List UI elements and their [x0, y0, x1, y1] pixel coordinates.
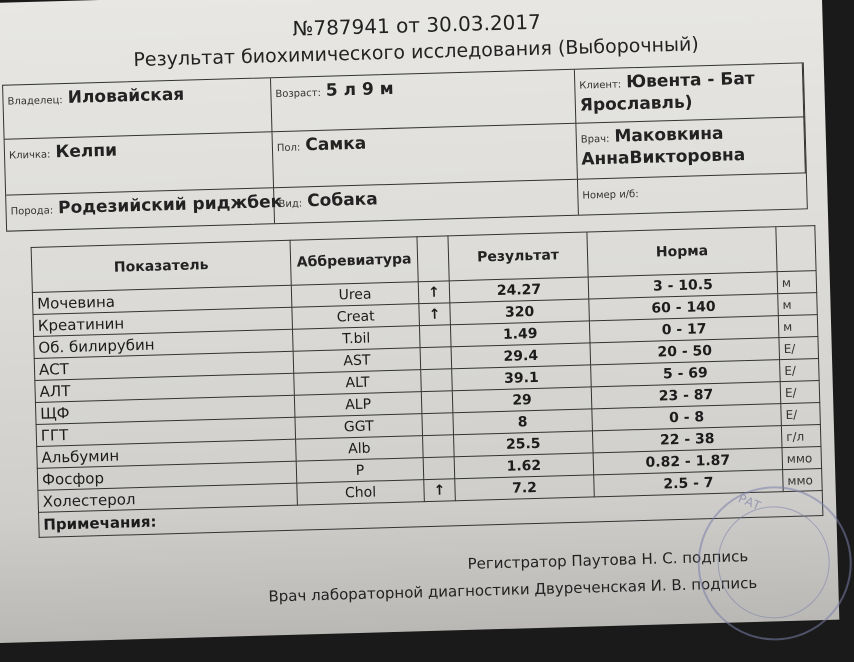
- breed-label: Порода:: [10, 205, 54, 218]
- cell-name: Холестерол: [38, 483, 298, 512]
- cell-unit: ммо: [783, 469, 823, 492]
- cell-name: АЛТ: [35, 373, 295, 402]
- client-cell: [575, 63, 804, 123]
- client-value-line2: Ярославль): [579, 92, 693, 116]
- species-value: Собака: [306, 189, 378, 212]
- cell-name: АСТ: [34, 351, 294, 380]
- cell-flag: [423, 457, 455, 480]
- results-table: [31, 225, 824, 538]
- cell-flag: [421, 369, 453, 392]
- cell-abbreviation: Chol: [297, 480, 425, 506]
- cell-norm: 22 - 38: [592, 426, 782, 453]
- case-number-cell: [578, 173, 807, 214]
- cell-abbreviation: AST: [293, 348, 421, 374]
- cell-result: 25.5: [454, 431, 594, 457]
- client-label: Клиент:: [579, 79, 622, 92]
- cell-unit: м: [777, 271, 817, 294]
- cell-abbreviation: P: [296, 458, 424, 484]
- cell-result: 24.27: [449, 277, 589, 303]
- cell-name: ЩФ: [35, 395, 295, 424]
- cell-unit: Е/: [780, 381, 820, 404]
- age-value: 5 л 9 м: [325, 78, 394, 101]
- owner-cell: [3, 78, 272, 139]
- document-number: №787941 от 30.03.2017: [292, 9, 542, 41]
- species-label: Вид:: [278, 198, 303, 211]
- results-body: [32, 271, 822, 513]
- header-flag: [417, 236, 449, 282]
- header-unit: [776, 226, 816, 272]
- cell-flag: ↑: [424, 479, 456, 502]
- cell-unit: Е/: [780, 359, 820, 382]
- doctor-signature: Врач лабораторной диагностики Двуреченская И. В. подпись: [268, 573, 758, 606]
- cell-norm: 0 - 17: [589, 316, 779, 343]
- notes-label: Примечания:: [39, 491, 823, 538]
- owner-label: Владелец:: [7, 95, 63, 108]
- doctor-value-line2: АннаВикторовна: [581, 145, 746, 170]
- cell-norm: 3 - 10.5: [588, 272, 778, 299]
- cell-abbreviation: T.bil: [293, 326, 421, 352]
- cell-unit: м: [778, 293, 818, 316]
- cell-result: 1.62: [454, 453, 594, 479]
- header-result: Результат: [448, 232, 588, 281]
- header-indicator: Показатель: [31, 240, 291, 292]
- header-abbreviation: Аббревиатура: [290, 237, 418, 286]
- cell-result: 29.4: [451, 343, 591, 369]
- nickname-cell: [5, 132, 274, 195]
- cell-abbreviation: Urea: [291, 282, 419, 308]
- stamp-inner-ring: [716, 505, 831, 620]
- nickname-label: Кличка:: [8, 149, 51, 162]
- nickname-value: Келпи: [55, 140, 118, 163]
- stamp: [696, 484, 854, 642]
- cell-abbreviation: GGT: [295, 414, 423, 440]
- cell-result: 320: [450, 299, 590, 325]
- cell-unit: г/л: [781, 425, 821, 448]
- cell-result: 7.2: [455, 475, 595, 501]
- cell-abbreviation: Alb: [296, 436, 424, 462]
- cell-result: 39.1: [452, 365, 592, 391]
- case-number-label: Номер и/б:: [582, 189, 639, 202]
- cell-result: 29: [452, 387, 592, 413]
- cell-result: 8: [453, 409, 593, 435]
- client-value-line1: Ювента - Бат: [625, 68, 755, 93]
- sex-label: Пол:: [276, 142, 301, 155]
- cell-flag: [423, 435, 455, 458]
- cell-name: Фосфор: [37, 461, 297, 490]
- cell-norm: 60 - 140: [589, 294, 779, 321]
- breed-value: Родезийский риджбек: [57, 191, 283, 219]
- cell-norm: 0 - 8: [592, 404, 782, 431]
- doctor-label: Врач:: [580, 133, 610, 146]
- sex-value: Самка: [305, 133, 367, 156]
- header-norm: Норма: [587, 227, 777, 277]
- doctor-value-line1: Маковкина: [614, 123, 724, 147]
- cell-unit: ммо: [782, 447, 822, 470]
- cell-norm: 20 - 50: [590, 338, 780, 365]
- owner-value: Иловайская: [67, 84, 185, 108]
- age-cell: [271, 70, 576, 132]
- cell-flag: [419, 325, 451, 348]
- cell-flag: ↑: [419, 303, 451, 326]
- cell-name: Об. билирубин: [34, 329, 294, 358]
- cell-norm: 23 - 87: [591, 382, 781, 409]
- cell-abbreviation: ALP: [294, 392, 422, 418]
- cell-unit: Е/: [781, 403, 821, 426]
- registrar-signature: Регистратор Паутова Н. С. подпись: [467, 547, 749, 573]
- cell-abbreviation: Creat: [292, 304, 420, 330]
- sex-cell: [272, 124, 577, 188]
- cell-flag: [422, 413, 454, 436]
- cell-flag: [421, 391, 453, 414]
- stamp-text: РАТ: [736, 491, 763, 513]
- age-label: Возраст:: [275, 87, 322, 101]
- cell-flag: [420, 347, 452, 370]
- cell-abbreviation: ALT: [294, 370, 422, 396]
- cell-norm: 5 - 69: [591, 360, 781, 387]
- species-cell: [274, 180, 579, 223]
- cell-norm: 2.5 - 7: [594, 470, 784, 497]
- cell-norm: 0.82 - 1.87: [593, 448, 783, 475]
- cell-result: 1.49: [450, 321, 590, 347]
- doctor-cell: [576, 117, 805, 179]
- patient-info-box: [2, 62, 808, 231]
- cell-unit: м: [778, 315, 818, 338]
- cell-name: ГГТ: [36, 417, 296, 446]
- breed-cell: [6, 188, 283, 230]
- cell-unit: Е/: [779, 337, 819, 360]
- cell-name: Альбумин: [37, 439, 297, 468]
- cell-flag: ↑: [418, 281, 450, 304]
- cell-name: Креатинин: [33, 307, 293, 336]
- document-title: Результат биохимического исследования (Выборочный): [133, 33, 700, 72]
- cell-name: Мочевина: [32, 285, 292, 314]
